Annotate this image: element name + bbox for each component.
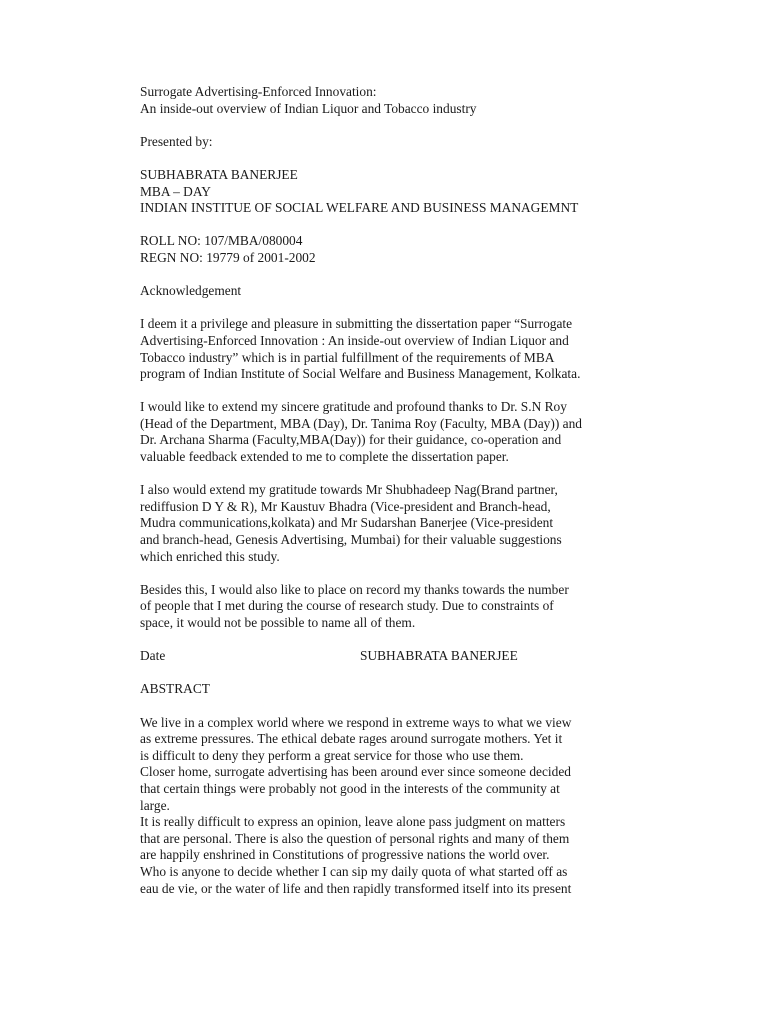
acknowledgement-paragraph-2 <box>140 399 640 465</box>
title-line-1: Surrogate Advertising-Enforced Innovation: <box>140 84 377 99</box>
acknowledgement-paragraph-3 <box>140 482 640 565</box>
abstract-line: that are personal. There is also the question of personal rights and many of them <box>140 830 570 846</box>
paragraph-line: Besides this, I would also like to place on record my thanks towards the number <box>140 581 569 597</box>
abstract-line: large. <box>140 797 170 813</box>
title-line-2: An inside-out overview of Indian Liquor and Tobacco industry <box>140 100 477 116</box>
acknowledgement-paragraph-4 <box>140 582 640 632</box>
paragraph-line: I also would extend my gratitude towards Mr Shubhadeep Nag(Brand partner, <box>140 482 558 498</box>
acknowledgement-heading: Acknowledgement <box>140 283 242 299</box>
abstract-line: Closer home, surrogate advertising has been around ever since someone decided <box>140 764 571 780</box>
author-institute: INDIAN INSTITUE OF SOCIAL WELFARE AND BUSINESS MANAGEMNT <box>140 200 579 216</box>
document-page <box>140 84 640 897</box>
abstract-line: We live in a complex world where we respond in extreme ways to what we view <box>140 714 572 730</box>
paragraph-line: and branch-head, Genesis Advertising, Mumbai) for their valuable suggestions <box>140 532 562 548</box>
paragraph-line: of people that I met during the course of research study. Due to constraints of <box>140 598 554 614</box>
paragraph-line: Mudra communications,kolkata) and Mr Sudarshan Banerjee (Vice-president <box>140 515 554 531</box>
paragraph-line: rediffusion D Y & R), Mr Kaustuv Bhadra (Vice-president and Branch-head, <box>140 498 551 514</box>
author-name: SUBHABRATA BANERJEE <box>140 166 298 182</box>
paragraph-line: Tobacco industry” which is in partial fulfillment of the requirements of MBA <box>140 349 555 365</box>
abstract-line: are happily enshrined in Constitutions of progressive nations the world over. <box>140 847 550 863</box>
paragraph-line: I would like to extend my sincere gratitude and profound thanks to Dr. S.N Roy <box>140 399 567 415</box>
abstract-line: It is really difficult to express an opinion, leave alone pass judgment on matters <box>140 814 566 830</box>
date-signature-row <box>140 648 640 665</box>
paragraph-line: program of Indian Institute of Social Welfare and Business Management, Kolkata. <box>140 366 581 382</box>
registration-number: REGN NO: 19779 of 2001-2002 <box>140 249 316 265</box>
abstract-line: is difficult to deny they perform a great service for those who use them. <box>140 747 524 763</box>
paragraph-line: space, it would not be possible to name all of them. <box>140 615 416 630</box>
date-label: Date <box>140 648 166 664</box>
paragraph-line: Dr. Archana Sharma (Faculty,MBA(Day)) for their guidance, co-operation and <box>140 432 562 448</box>
roll-number: ROLL NO: 107/MBA/080004 <box>140 233 303 249</box>
paragraph-line: I deem it a privilege and pleasure in submitting the dissertation paper “Surrogate <box>140 316 573 332</box>
paragraph-line: valuable feedback extended to me to complete the dissertation paper. <box>140 449 509 465</box>
acknowledgement-paragraph-1 <box>140 316 640 382</box>
abstract-body <box>140 715 640 898</box>
abstract-heading: ABSTRACT <box>140 681 210 697</box>
abstract-line: eau de vie, or the water of life and then rapidly transformed itself into its present <box>140 880 572 896</box>
paragraph-line: Advertising-Enforced Innovation : An inside-out overview of Indian Liquor and <box>140 332 569 348</box>
abstract-line: as extreme pressures. The ethical debate rages around surrogate mothers. Yet it <box>140 731 563 747</box>
abstract-line: Who is anyone to decide whether I can sip my daily quota of what started off as <box>140 863 568 879</box>
author-program: MBA – DAY <box>140 183 211 199</box>
abstract-line: that certain things were probably not good in the interests of the community at <box>140 780 560 796</box>
presented-by-label: Presented by: <box>140 133 213 149</box>
signature-name: SUBHABRATA BANERJEE <box>360 648 518 664</box>
paragraph-line: which enriched this study. <box>140 548 280 564</box>
paragraph-line: (Head of the Department, MBA (Day), Dr. Tanima Roy (Faculty, MBA (Day)) and <box>140 415 582 431</box>
